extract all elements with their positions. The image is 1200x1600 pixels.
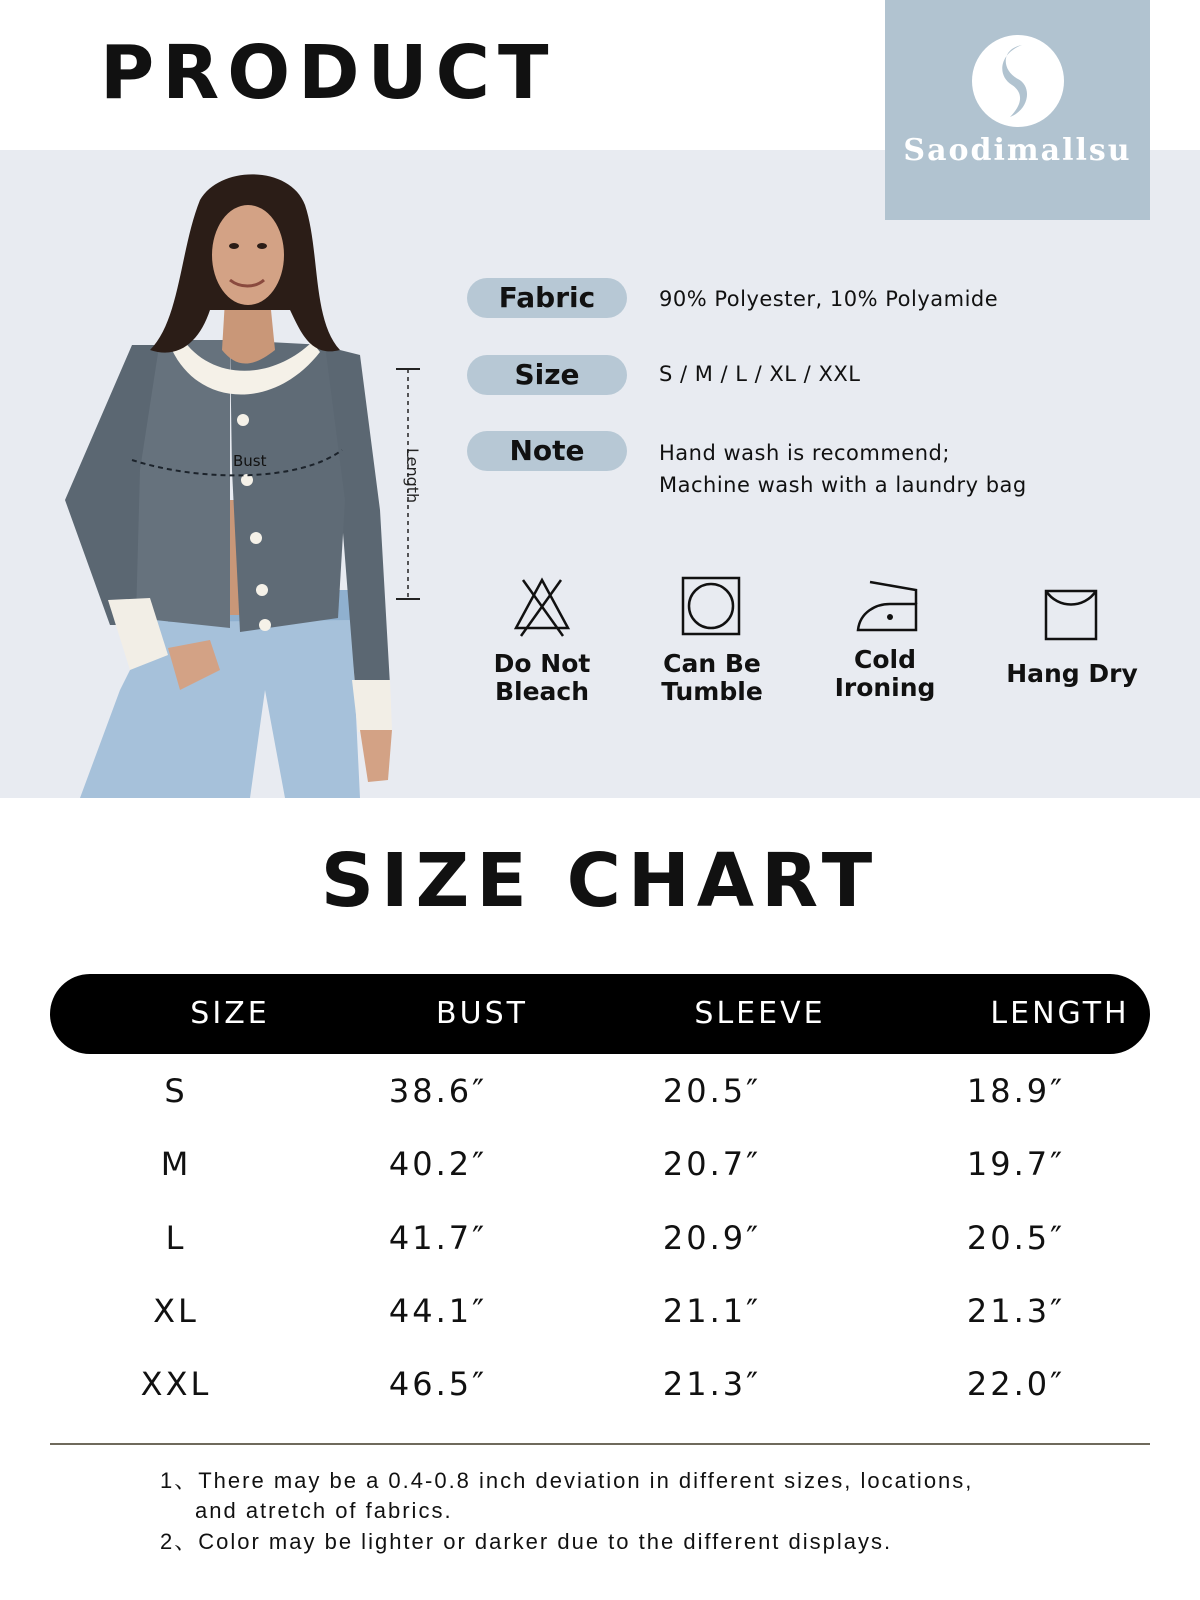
note-value — [659, 437, 1027, 501]
cell-length: 20.5″ — [966, 1219, 1066, 1257]
do-not-bleach-label: Do Not Bleach — [493, 649, 591, 706]
column-header-sleeve: SLEEVE — [694, 996, 826, 1031]
tumble-dry-icon — [677, 574, 747, 638]
iron-icon — [850, 574, 920, 638]
brand-name: Saodimallsu — [903, 133, 1132, 168]
size-label: Size — [467, 355, 627, 395]
note-line-2: Machine wash with a laundry bag — [659, 473, 1027, 497]
cell-bust: 44.1″ — [388, 1292, 488, 1330]
size-table-header — [50, 974, 1150, 1054]
column-header-length: LENGTH — [990, 996, 1130, 1031]
table-divider — [50, 1443, 1150, 1445]
note-label: Note — [467, 431, 627, 471]
cell-length: 18.9″ — [966, 1072, 1066, 1110]
size-value: S / M / L / XL / XXL — [659, 362, 861, 386]
column-header-size: SIZE — [190, 996, 270, 1031]
cell-size: M — [160, 1145, 192, 1183]
cell-length: 21.3″ — [966, 1292, 1066, 1330]
cell-sleeve: 20.9″ — [662, 1219, 762, 1257]
note-line-1: Hand wash is recommend; — [659, 441, 950, 465]
cell-size: XL — [153, 1292, 199, 1330]
column-header-bust: BUST — [436, 996, 528, 1031]
fabric-value: 90% Polyester, 10% Polyamide — [659, 287, 999, 311]
length-label: Length — [403, 448, 422, 504]
cell-bust: 40.2″ — [388, 1145, 488, 1183]
cell-bust: 46.5″ — [388, 1365, 488, 1403]
note-1: 1、There may be a 0.4-0.8 inch deviation in different sizes, locations, and atretch of fabrics. — [160, 1468, 974, 1523]
hang-dry-icon — [1038, 585, 1108, 649]
cell-sleeve: 20.5″ — [662, 1072, 762, 1110]
hang-dry-label: Hang Dry — [1006, 659, 1138, 688]
note-2: 2、Color may be lighter or darker due to the different displays. — [160, 1529, 893, 1554]
bust-label: Bust — [233, 452, 267, 470]
brand-swirl-icon — [970, 33, 1066, 129]
size-chart-title: SIZE CHART — [320, 838, 880, 924]
cell-length: 19.7″ — [966, 1145, 1066, 1183]
model-photo — [50, 170, 420, 798]
cell-size: S — [164, 1072, 188, 1110]
cell-sleeve: 21.3″ — [662, 1365, 762, 1403]
iron-label: Cold Ironing — [834, 645, 936, 702]
brand-logo — [885, 0, 1150, 220]
cell-length: 22.0″ — [966, 1365, 1066, 1403]
cell-sleeve: 20.7″ — [662, 1145, 762, 1183]
fabric-label: Fabric — [467, 278, 627, 318]
page-title: PRODUCT — [100, 30, 557, 116]
do-not-bleach-icon — [507, 574, 577, 638]
cell-bust: 41.7″ — [388, 1219, 488, 1257]
cell-bust: 38.6″ — [388, 1072, 488, 1110]
cell-sleeve: 21.1″ — [662, 1292, 762, 1330]
tumble-dry-label: Can Be Tumble — [661, 649, 763, 706]
cell-size: XXL — [140, 1365, 212, 1403]
cell-size: L — [165, 1219, 187, 1257]
